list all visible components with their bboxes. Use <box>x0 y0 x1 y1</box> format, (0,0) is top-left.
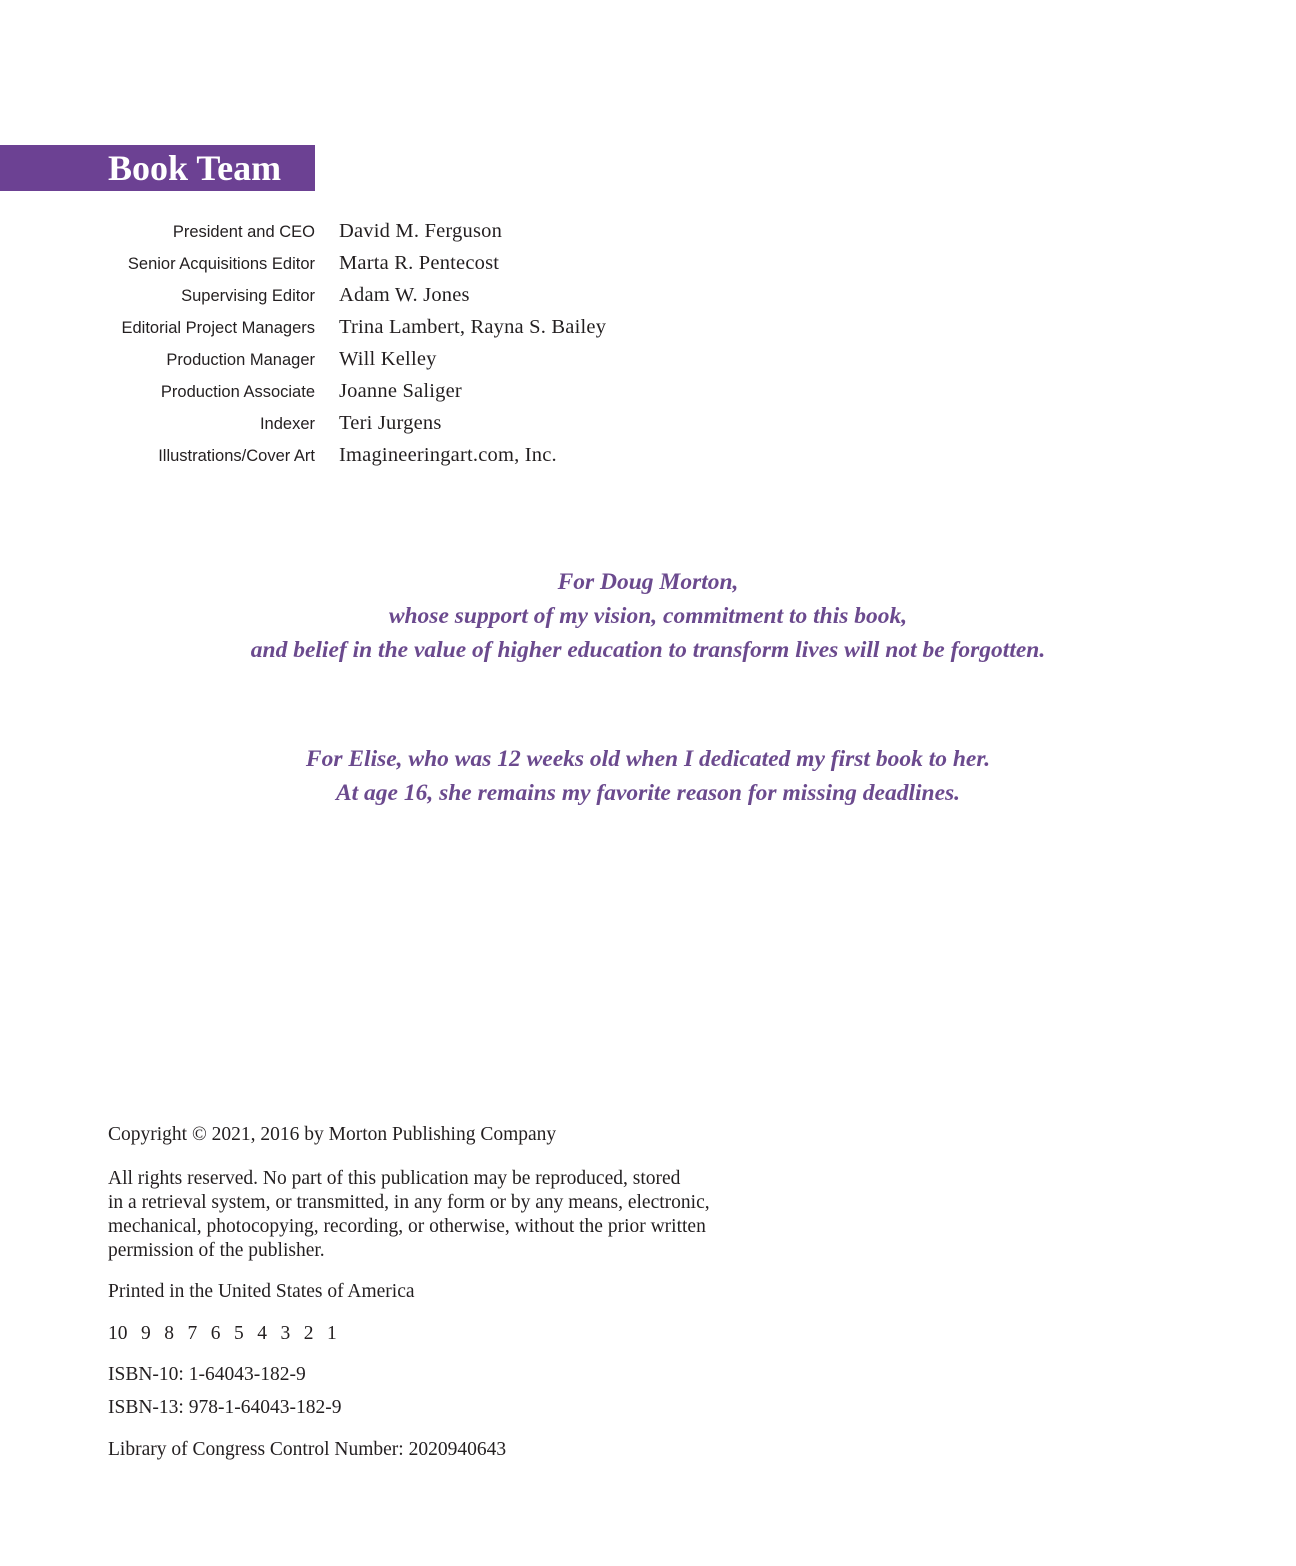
print-number: 10 <box>108 1323 128 1344</box>
lccn: Library of Congress Control Number: 2020940643 <box>108 1439 507 1460</box>
print-number: 7 <box>187 1323 198 1344</box>
dedication-line: and belief in the value of higher education to transform lives will not be forgotten. <box>250 637 1046 663</box>
print-number: 1 <box>327 1323 337 1344</box>
print-number: 6 <box>210 1323 221 1344</box>
copyright-notice: Copyright © 2021, 2016 by Morton Publishing Company <box>108 1124 557 1145</box>
team-member-name: David M. Ferguson <box>339 220 503 242</box>
team-row <box>0 219 800 251</box>
team-member-name: Imagineeringart.com, Inc. <box>339 444 557 466</box>
dedication-line: For Elise, who was 12 weeks old when I dedicated my first book to her. <box>305 746 991 772</box>
dedication-line: For Doug Morton, <box>557 569 739 595</box>
team-row <box>0 379 800 411</box>
team-row <box>0 411 800 443</box>
team-row <box>0 347 800 379</box>
team-member-name: Joanne Saliger <box>339 380 462 402</box>
team-member-name: Adam W. Jones <box>339 284 470 306</box>
team-role: President and CEO <box>172 223 315 241</box>
rights-reserved-paragraph <box>108 1167 710 1263</box>
team-list <box>0 219 800 475</box>
team-role: Production Manager <box>166 351 315 369</box>
team-row <box>0 315 800 347</box>
print-number: 5 <box>234 1323 244 1344</box>
team-role: Production Associate <box>160 383 315 401</box>
print-number: 2 <box>303 1323 314 1344</box>
printed-in-notice: Printed in the United States of America <box>108 1281 415 1302</box>
print-number: 9 <box>141 1323 151 1344</box>
book-team-banner <box>0 145 315 191</box>
isbn-13: ISBN-13: 978-1-64043-182-9 <box>108 1397 342 1418</box>
team-row <box>0 251 800 283</box>
dedication-doug-morton <box>0 565 1296 667</box>
book-team-title: Book Team <box>108 148 282 188</box>
rights-line: All rights reserved. No part of this publication may be reproduced, stored <box>108 1168 681 1189</box>
team-role: Supervising Editor <box>181 287 315 305</box>
team-member-name: Will Kelley <box>339 348 437 370</box>
team-row <box>0 443 800 475</box>
print-number-line <box>108 1323 350 1345</box>
dedication-line: whose support of my vision, commitment to this book, <box>388 603 908 629</box>
isbn-10: ISBN-10: 1-64043-182-9 <box>108 1364 306 1385</box>
dedication-elise <box>0 742 1296 810</box>
team-role: Editorial Project Managers <box>121 319 315 337</box>
team-row <box>0 283 800 315</box>
dedication-line: At age 16, she remains my favorite reason for missing deadlines. <box>335 780 961 806</box>
team-role: Indexer <box>259 415 315 433</box>
team-role: Senior Acquisitions Editor <box>127 255 315 273</box>
print-number: 8 <box>164 1323 174 1344</box>
rights-line: in a retrieval system, or transmitted, in any form or by any means, electronic, <box>108 1192 710 1213</box>
rights-line: mechanical, photocopying, recording, or otherwise, without the prior written <box>108 1216 706 1237</box>
team-member-name: Marta R. Pentecost <box>339 252 500 274</box>
print-number: 3 <box>280 1323 291 1344</box>
print-number: 4 <box>257 1323 267 1344</box>
team-role: Illustrations/Cover Art <box>158 447 315 465</box>
rights-line: permission of the publisher. <box>108 1240 325 1261</box>
team-member-name: Trina Lambert, Rayna S. Bailey <box>339 316 607 338</box>
team-member-name: Teri Jurgens <box>339 412 442 434</box>
